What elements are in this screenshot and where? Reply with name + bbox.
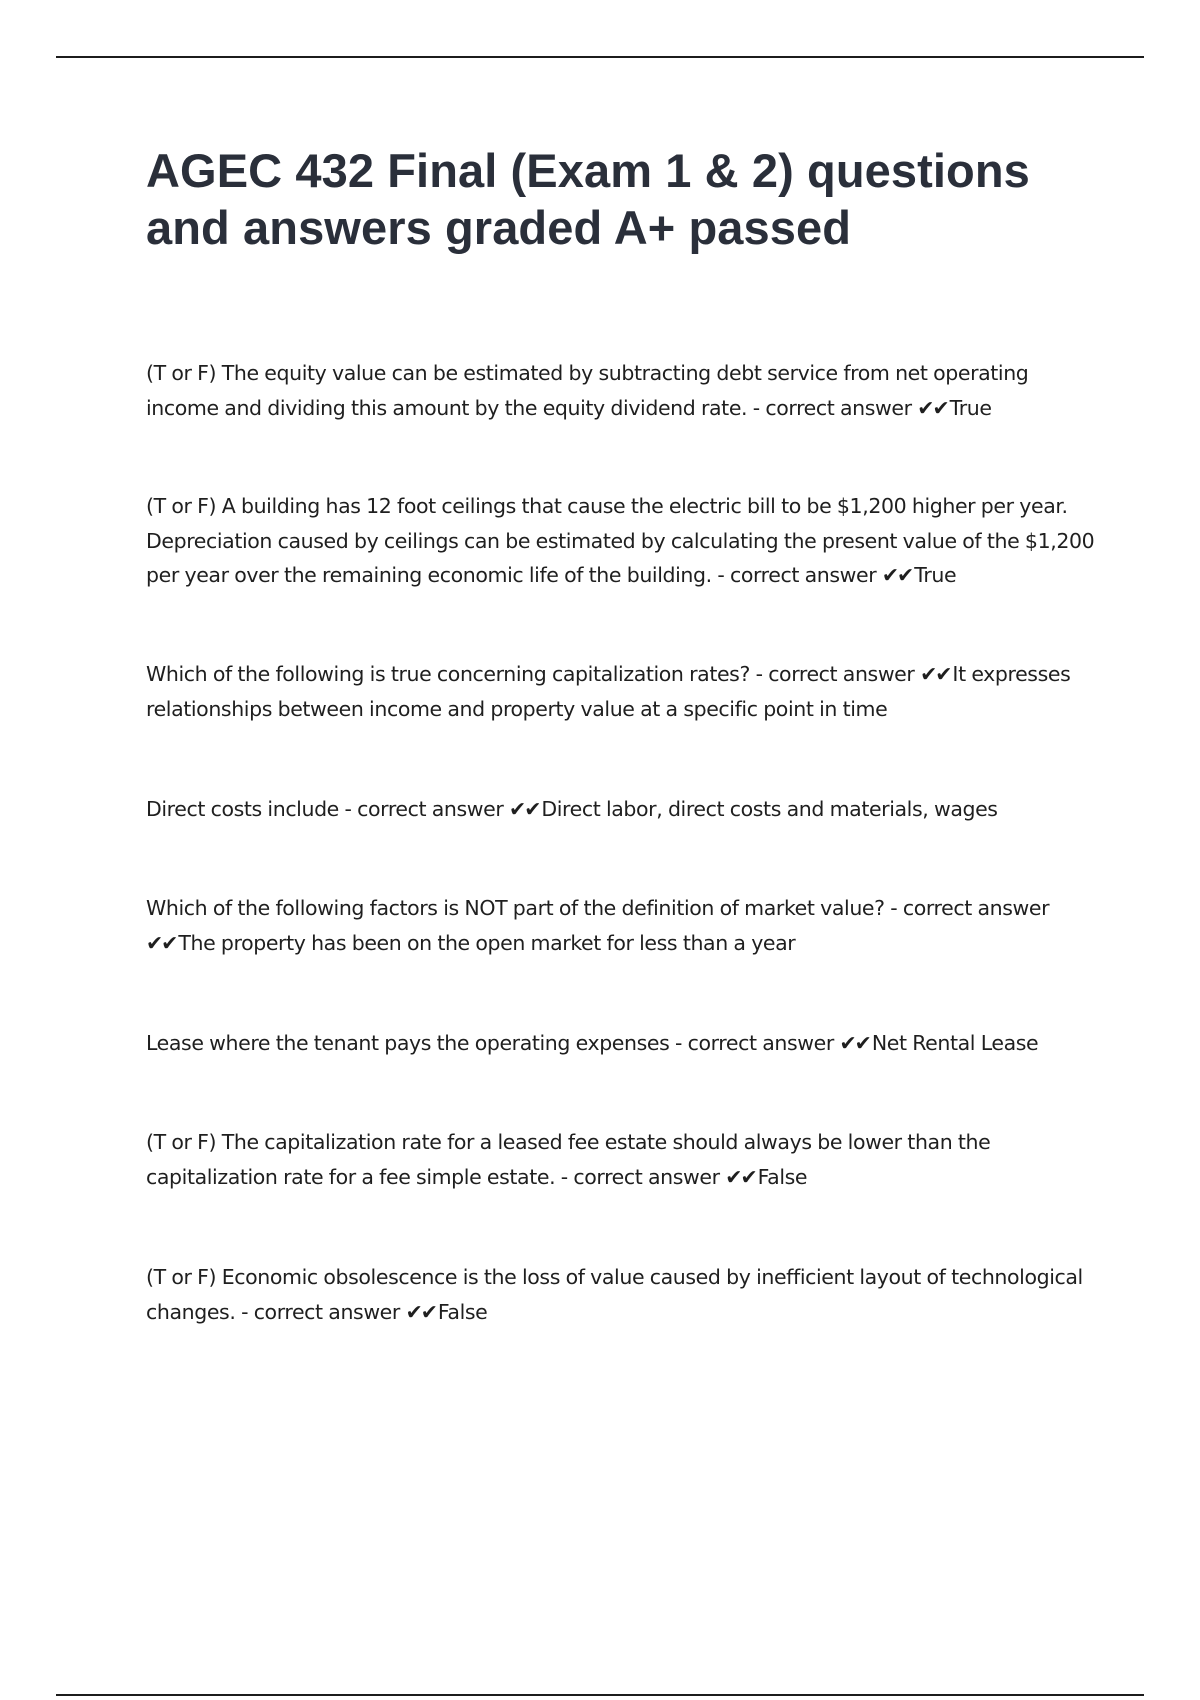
question-text: (T or F) The capitalization rate for a leased fee estate should always be lower than the capitalization rate for a fee simple estate. — [146, 1130, 991, 1189]
answer-prefix: correct answer — [357, 797, 504, 821]
question-text: (T or F) Economic obsolescence is the loss of value caused by inefficient layout of technological changes. — [146, 1265, 1083, 1324]
question-text: (T or F) A building has 12 foot ceilings that cause the electric bill to be $1,200 higher per year. Depreciation caused by ceilings can be estimated by calculating the present value of the $1,200 per year over the remaining economic life of the building. — [146, 494, 1095, 587]
answer-prefix: correct answer — [573, 1164, 720, 1189]
answer-text: False — [757, 1164, 808, 1189]
qa-item: Which of the following is true concerning capitalization rates? - correct answer ✔✔It expresses relationships between income and property value at a specific point in time — [146, 662, 1071, 721]
question-text: Which of the following is true concerning capitalization rates? — [146, 662, 750, 686]
answer-text: True — [949, 395, 992, 420]
answer-text: The property has been on the open market for less than a year — [178, 930, 796, 955]
question-text: (T or F) The equity value can be estimated by subtracting debt service from net operating income and dividing this amount by the equity dividend rate. — [146, 361, 1029, 420]
answer-text: Direct labor, direct costs and materials, wages — [541, 797, 998, 821]
qa-item: Direct costs include - correct answer ✔✔Direct labor, direct costs and materials, wages — [146, 797, 998, 821]
check-mark-icon: ✔✔ — [725, 1164, 756, 1189]
check-mark-icon: ✔✔ — [839, 1031, 870, 1055]
check-mark-icon: ✔✔ — [917, 395, 948, 420]
qa-item: Which of the following factors is NOT part of the definition of market value? - correct answer ✔✔The property has been on the open market for less than a year — [146, 896, 1050, 955]
answer-prefix: correct answer — [768, 662, 915, 686]
answer-prefix: correct answer — [902, 896, 1050, 920]
bottom-rule — [56, 1694, 1144, 1696]
qa-item: Lease where the tenant pays the operating expenses - correct answer ✔✔Net Rental Lease — [146, 1031, 1039, 1055]
question-text: Lease where the tenant pays the operating expenses — [146, 1031, 670, 1055]
answer-text: Net Rental Lease — [871, 1031, 1039, 1055]
answer-prefix: correct answer — [253, 1299, 400, 1324]
answer-prefix: correct answer — [729, 563, 877, 587]
qa-item: (T or F) The equity value can be estimated by subtracting debt service from net operating income and dividing this amount by the equity dividend rate. - correct answer ✔✔True — [146, 361, 1029, 420]
question-text: Direct costs include — [146, 797, 339, 821]
answer-text: True — [914, 563, 957, 587]
check-mark-icon: ✔✔ — [509, 797, 540, 821]
question-text: Which of the following factors is NOT part of the definition of market value? — [146, 896, 885, 920]
check-mark-icon: ✔✔ — [146, 930, 177, 955]
check-mark-icon: ✔✔ — [405, 1299, 436, 1324]
answer-prefix: correct answer — [687, 1031, 834, 1055]
qa-item: (T or F) The capitalization rate for a leased fee estate should always be lower than the capitalization rate for a fee simple estate. - correct answer ✔✔False — [146, 1130, 991, 1189]
answer-text: False — [437, 1299, 488, 1324]
top-rule — [56, 56, 1144, 58]
check-mark-icon: ✔✔ — [881, 563, 913, 587]
qa-item: (T or F) Economic obsolescence is the loss of value caused by inefficient layout of technological changes. - correct answer ✔✔False — [146, 1265, 1083, 1324]
answer-prefix: correct answer — [765, 395, 912, 420]
document-title: AGEC 432 Final (Exam 1 & 2) questions and answers graded A+ passed — [146, 144, 1030, 254]
answer-text: It expresses relationships between income and property value at a specific point in time — [146, 662, 1071, 721]
check-mark-icon: ✔✔ — [920, 662, 951, 686]
qa-item: (T or F) A building has 12 foot ceilings that cause the electric bill to be $1,200 higher per year. Depreciation caused by ceilings can be estimated by calculating the present value of the $1,200 per year over the remaining economic life of the building. - correct answer ✔✔True — [146, 494, 1095, 587]
